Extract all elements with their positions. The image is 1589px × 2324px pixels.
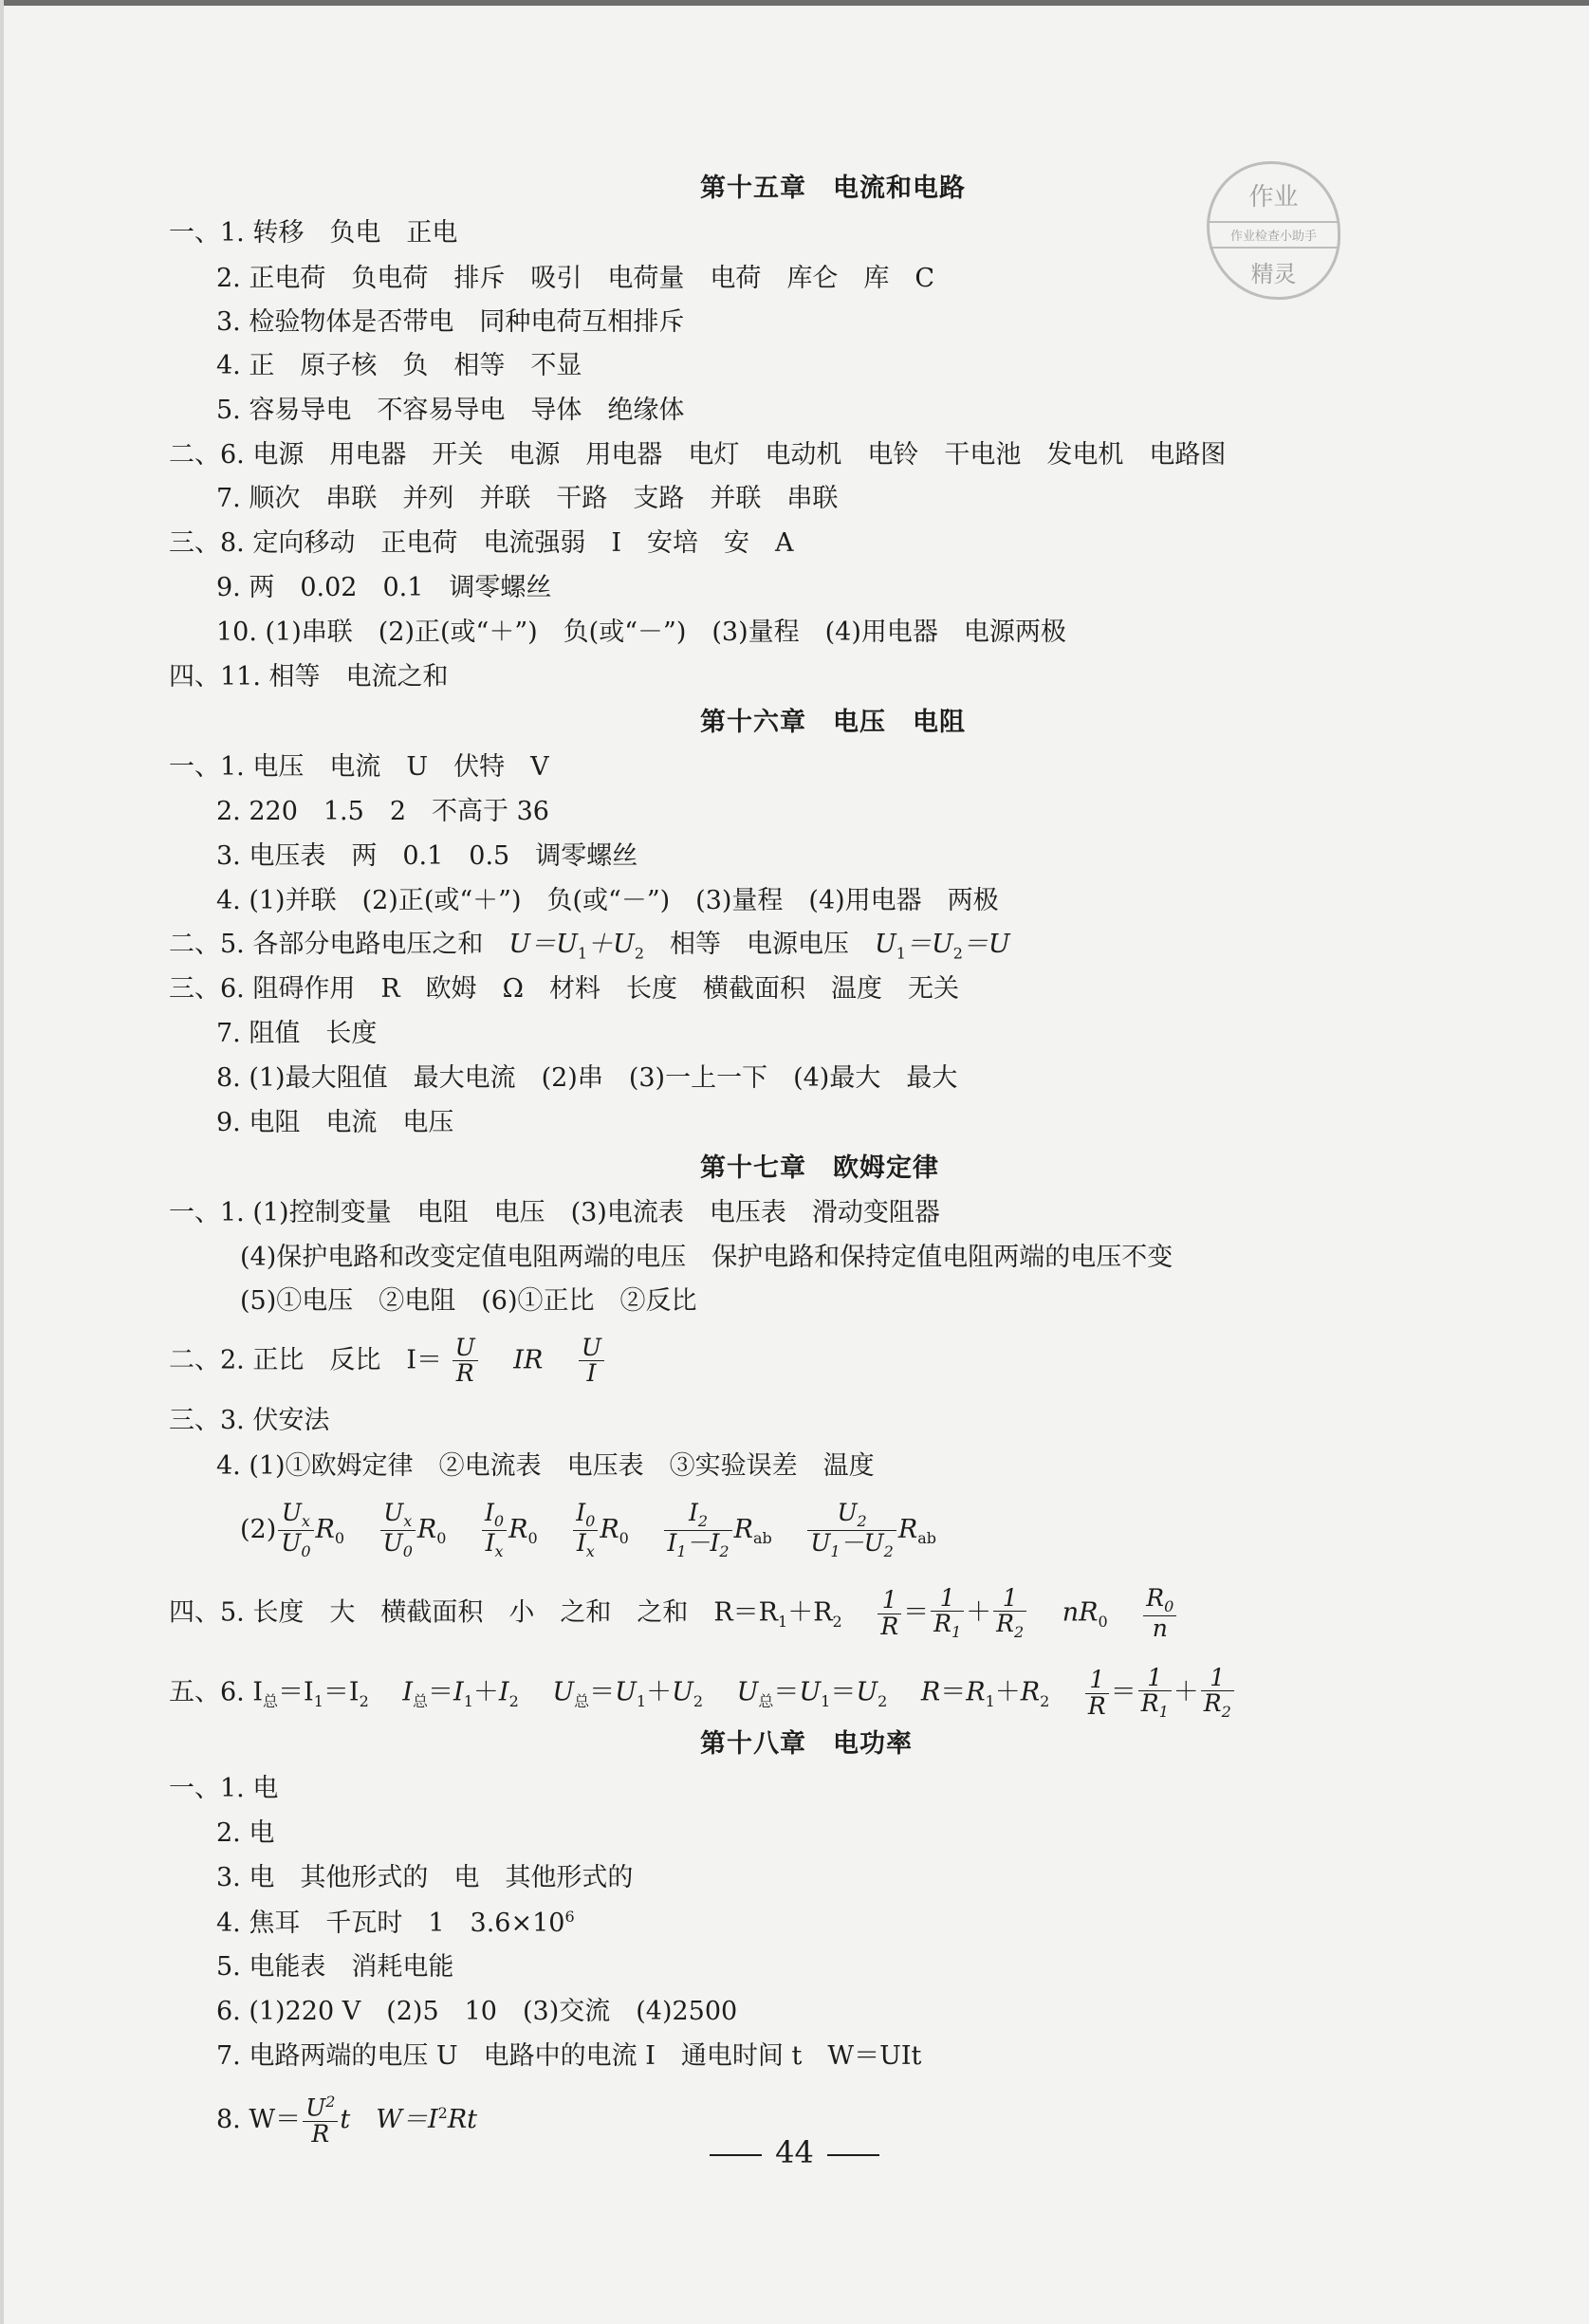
ch16-line-2: 2. 220 1.5 2 不高于 36: [216, 797, 549, 826]
ch17-line-1: 一、1. (1)控制变量 电阻 电压 (3)电流表 电压表 滑动变阻器: [169, 1198, 940, 1227]
ch17-line-2: 二、2. 正比 反比 I＝ $\frac{U}{R}$ IR $\frac{U}{I}$: [169, 1336, 606, 1387]
ch15-line-6: 二、6. 电源 用电器 开关 电源 用电器 电灯 电动机 电铃 干电池 发电机 电路图: [169, 440, 1227, 470]
ch15-line-4: 4. 正 原子核 负 相等 不显: [216, 351, 582, 380]
ch18-line-1: 一、1. 电: [169, 1774, 279, 1803]
fraction-1-r: $\frac{1}{R}$: [878, 1588, 901, 1639]
fraction-i2-i1i2: $\frac{I_2}{I_1-I_2}$: [664, 1501, 731, 1560]
stamp-middle-text: 作业检查小助手: [1210, 221, 1338, 249]
fraction-u-over-r: $\frac{U}{R}$: [453, 1336, 478, 1387]
ch15-line-8: 三、8. 定向移动 正电荷 电流强弱 I 安培 安 A: [169, 528, 794, 558]
ch16-line-3: 3. 电压表 两 0.1 0.5 调零螺丝: [216, 841, 638, 871]
fraction-u-over-i: $\frac{U}{I}$: [579, 1336, 604, 1387]
fraction-1-r1: $\frac{1}{R_1}$: [931, 1586, 964, 1641]
ch15-line-11: 四、11. 相等 电流之和: [169, 662, 449, 692]
ch16-line-5: 二、5. 各部分电路电压之和 $U=U_1+U_2$ 相等 电源电压 $U_1=U_2=U$: [169, 930, 1010, 963]
ch17-line-1b: (4)保护电路和改变定值电阻两端的电压 保护电路和保持定值电阻两端的电压不变: [240, 1243, 1173, 1272]
stamp-bottom-text: 精灵: [1250, 261, 1297, 287]
ch15-line-2: 2. 正电荷 负电荷 排斥 吸引 电荷量 电荷 库仑 库 C: [216, 264, 935, 293]
chapter-17-title: 第十七章 欧姆定律: [700, 1153, 939, 1183]
ch16-line-4: 4. (1)并联 (2)正(或“＋”) 负(或“－”) (3)量程 (4)用电器 两极: [216, 886, 999, 915]
ch18-line-4: 4. 焦耳 千瓦时 1 $3.6\times 10^6$: [216, 1908, 575, 1938]
ch17-line-4: 4. (1)①欧姆定律 ②电流表 电压表 ③实验误差 温度: [216, 1451, 875, 1481]
ch16-line-6: 三、6. 阻碍作用 R 欧姆 Ω 材料 长度 横截面积 温度 无关: [169, 974, 960, 1004]
ch17-line-1c: (5)①电压 ②电阻 (6)①正比 ②反比: [240, 1286, 697, 1316]
fraction-ux-u0: $\frac{U_x}{U_0}$: [278, 1501, 313, 1560]
footer-dash-left: [710, 2154, 762, 2156]
chapter-18-title: 第十八章 电功率: [700, 1729, 913, 1759]
chapter-16-title: 第十六章 电压 电阻: [700, 708, 966, 737]
fraction-1-r-b: $\frac{1}{R}$: [1085, 1668, 1109, 1719]
page-number: 44: [0, 2134, 1589, 2170]
ch15-line-3: 3. 检验物体是否带电 同种电荷互相排斥: [216, 307, 685, 337]
ch16-line-1: 一、1. 电压 电流 U 伏特 V: [169, 752, 549, 782]
ch16-line-7: 7. 阻值 长度: [216, 1019, 378, 1048]
ch18-line-8: 8. W＝ $\frac{U^2}{R}$ t $W=I^2Rt$: [216, 2093, 478, 2148]
fraction-i0-ix: $\frac{I_0}{I_x}$: [482, 1501, 507, 1560]
ch18-line-6: 6. (1)220 V (2)5 10 (3)交流 (4)2500: [216, 1997, 738, 2026]
ch15-line-7: 7. 顺次 串联 并列 并联 干路 支路 并联 串联: [216, 484, 839, 513]
fraction-1-r2-b: $\frac{1}{R_2}$: [1201, 1666, 1234, 1721]
fraction-u2-u1u2: $\frac{U_2}{U_1-U_2}$: [807, 1501, 896, 1560]
watermark-stamp: [1207, 161, 1340, 300]
ch16-line-8: 8. (1)最大阻值 最大电流 (2)串 (3)一上一下 (4)最大 最大: [216, 1063, 958, 1093]
ch18-line-3: 3. 电 其他形式的 电 其他形式的: [216, 1863, 634, 1892]
ch16-line-9: 9. 电阻 电流 电压: [216, 1108, 454, 1137]
stamp-top-text: 作业: [1248, 183, 1299, 212]
ch18-line-5: 5. 电能表 消耗电能: [216, 1952, 454, 1982]
ch15-line-5: 5. 容易导电 不容易导电 导体 绝缘体: [216, 396, 685, 425]
fraction-r0-n: $\frac{R_0}{n}$: [1143, 1586, 1176, 1641]
ch18-line-2: 2. 电: [216, 1818, 275, 1848]
fraction-1-r2: $\frac{1}{R_2}$: [993, 1586, 1026, 1641]
ch15-line-1: 一、1. 转移 负电 正电: [169, 218, 458, 248]
ch17-line-3: 三、3. 伏安法: [169, 1406, 330, 1435]
ch18-line-7: 7. 电路两端的电压 U 电路中的电流 I 通电时间 t W＝UIt: [216, 2041, 922, 2071]
ch17-line-5: 四、5. 长度 大 横截面积 小 之和 之和 $R=R_1+R_2$ $\frac{1}{R}$ ＝ $\frac{1}{R_1}$ ＋ $\frac{1}{R_2}$ $nR_0$ $\frac{R_0}{n}$: [169, 1586, 1178, 1641]
fraction-ux-u0-b: $\frac{U_x}{U_0}$: [380, 1501, 416, 1560]
ch15-line-10: 10. (1)串联 (2)正(或“＋”) 负(或“－”) (3)量程 (4)用电器 电源两极: [216, 618, 1066, 647]
chapter-15-title: 第十五章 电流和电路: [700, 174, 966, 203]
fraction-1-r1-b: $\frac{1}{R_1}$: [1138, 1666, 1172, 1721]
fraction-i0-ix-b: $\frac{I_0}{I_x}$: [573, 1501, 598, 1560]
fraction-u2-r: $\frac{U^2}{R}$: [303, 2094, 338, 2147]
ch17-line-4b: (2) $\frac{U_x}{U_0}$ $R_0$ $\frac{U_x}{U_0}$ $R_0$ $\frac{I_0}{I_x}$ $R_0$ $\frac{I_0}{I_x}$ $R_0$ $\frac{I_2}{I_1-I_2}$ $R_{ab}$ $\frac{U_2}{U_1-U_2}$ $R_{ab}$: [240, 1499, 936, 1560]
footer-dash-right: [827, 2154, 879, 2156]
ch15-line-9: 9. 两 0.02 0.1 调零螺丝: [216, 573, 552, 602]
ch17-line-6: 五、6. $I_总=I_1=I_2$ $I_总=I_1+I_2$ $U_总=U_1+U_2$ $U_总=U_1=U_2$ $R=R_1+R_2$ $\frac{1}{R}$ ＝ $\frac{1}{R_1}$ ＋ $\frac{1}{R_2}$: [169, 1666, 1236, 1721]
